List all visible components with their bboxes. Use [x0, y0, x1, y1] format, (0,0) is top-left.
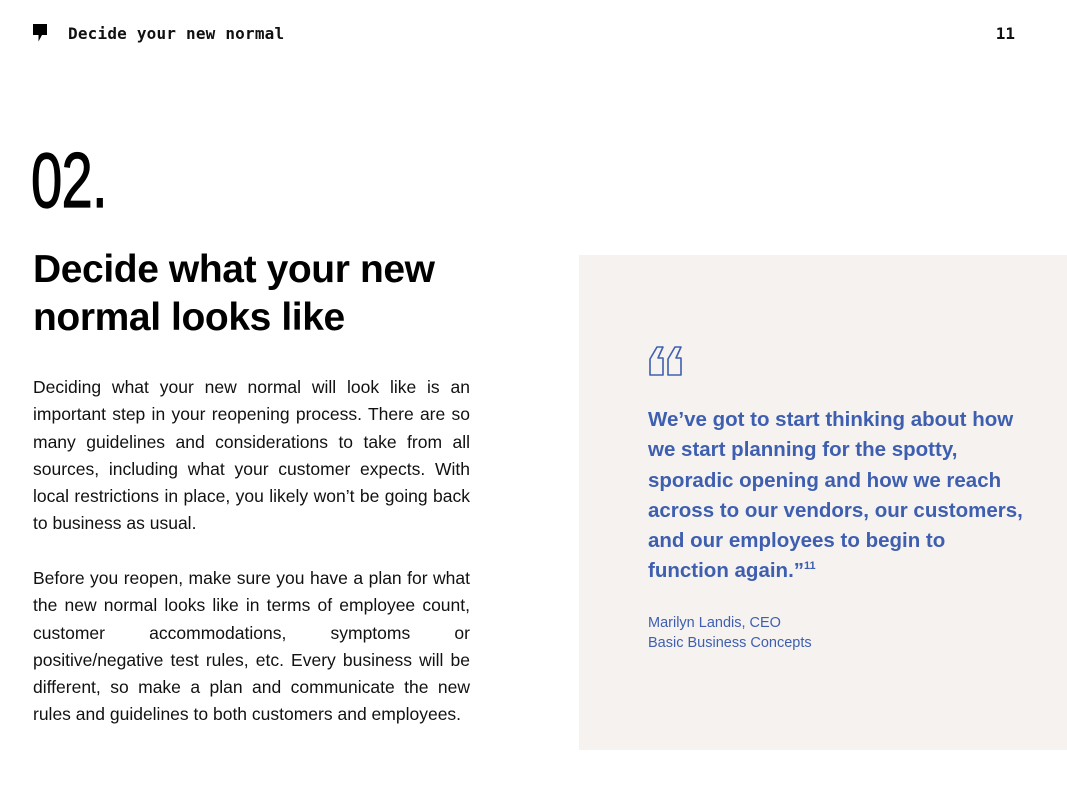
footnote-marker: 11 [804, 560, 816, 573]
body-paragraph-1: Deciding what your new normal will look like is an important step in your reopening process. There are so many guidelines and considerations to take from all sources, including what your customer expects. With local restrictions in place, you likely won’t be going back to business as usual. [33, 377, 470, 534]
header-title: Decide your new normal [68, 24, 285, 43]
quote-author: Marilyn Landis, CEO [648, 615, 781, 631]
bookmark-flag-icon [33, 24, 47, 42]
pull-quote-panel [579, 255, 1067, 750]
section-number: 02. [31, 136, 107, 224]
body-paragraph-2: Before you reopen, make sure you have a plan for what the new normal looks like in terms of employee count, customer accommodations, symptoms or positive/negative test rules, etc. Every business will be different, so make a plan and communicate the new rules and guidelines to both customers and employees. [33, 568, 470, 725]
quote-attribution [648, 613, 812, 653]
quotation-mark-icon [648, 345, 686, 377]
section-heading: Decide what your new normal looks like [33, 248, 435, 339]
quote-organization: Basic Business Concepts [648, 635, 812, 651]
quote-body: We’ve got to start thinking about how we start planning for the spotty, sporadic opening and how we reach across to our vendors, our customers, and our employees to begin to function again.” [648, 408, 1023, 583]
quote-text [648, 405, 1028, 587]
page-header [33, 22, 1015, 46]
page-number: 11 [995, 24, 1015, 43]
